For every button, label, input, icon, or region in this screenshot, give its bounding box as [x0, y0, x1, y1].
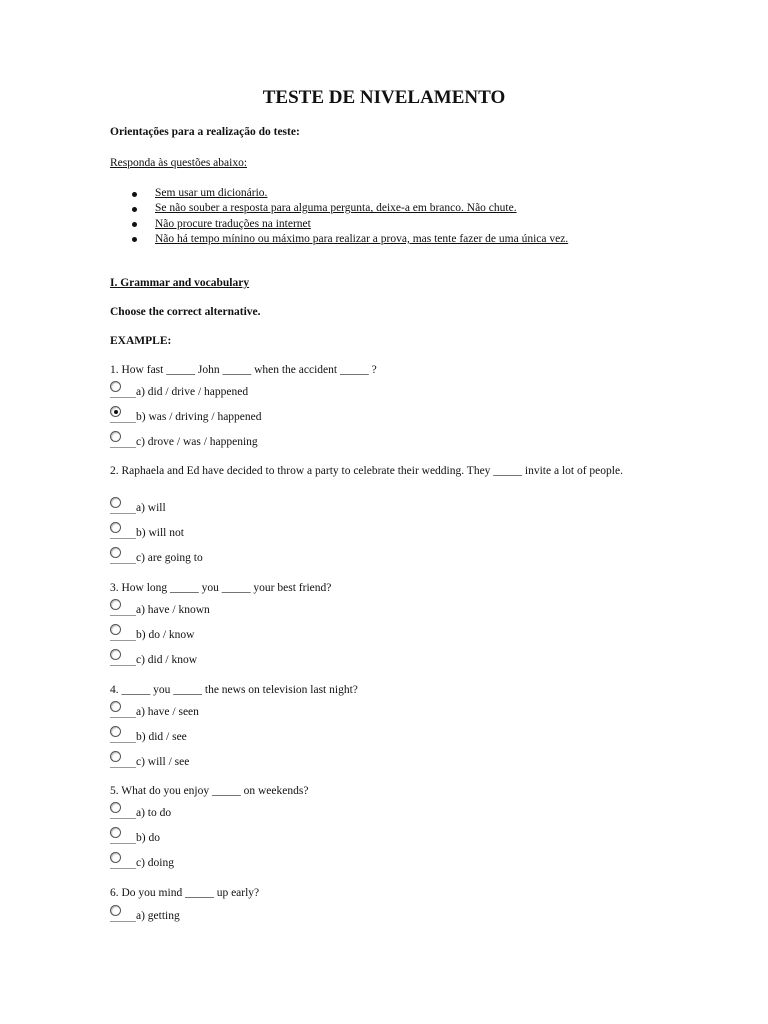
answer-option[interactable] [110, 381, 370, 401]
answer-option[interactable] [110, 802, 370, 822]
option-label: b) do [136, 832, 160, 844]
answer-option[interactable] [110, 852, 370, 872]
radio-button-icon[interactable] [110, 599, 121, 610]
radio-button-icon[interactable] [110, 431, 121, 442]
answer-option[interactable] [110, 497, 370, 517]
option-label: c) are going to [136, 552, 203, 564]
option-label: c) will / see [136, 756, 190, 768]
answer-option[interactable] [110, 406, 370, 426]
radio-button-icon[interactable] [110, 751, 121, 762]
radio-button-icon[interactable] [110, 827, 121, 838]
option-label: c) did / know [136, 654, 198, 666]
radio-button-checked-icon[interactable] [110, 406, 121, 417]
answer-option[interactable] [110, 624, 370, 644]
answer-blank-line [110, 868, 136, 869]
answer-option[interactable] [110, 599, 370, 619]
answer-blank-line [110, 397, 136, 398]
answer-option[interactable] [110, 431, 370, 451]
radio-button-icon[interactable] [110, 381, 121, 392]
page-title: TESTE DE NIVELAMENTO [262, 87, 506, 108]
answer-blank-line [110, 818, 136, 819]
radio-button-icon[interactable] [110, 905, 121, 916]
answer-blank-line [110, 563, 136, 564]
radio-button-icon[interactable] [110, 726, 121, 737]
option-label: a) have / seen [136, 706, 199, 718]
question-text: 5. What do you enjoy _____ on weekends? [110, 785, 309, 797]
answer-blank-line [110, 767, 136, 768]
answer-blank-line [110, 717, 136, 718]
radio-button-icon[interactable] [110, 497, 121, 508]
option-label: b) do / know [136, 629, 195, 641]
answer-blank-line [110, 921, 136, 922]
rule-item: Não há tempo mínino ou máximo para realizar a prova, mas tente fazer de uma única vez. [110, 232, 568, 247]
answer-blank-line [110, 665, 136, 666]
answer-option[interactable] [110, 701, 370, 721]
option-label: a) to do [136, 807, 172, 819]
answer-blank-line [110, 447, 136, 448]
option-label: b) was / driving / happened [136, 411, 262, 423]
rule-item: Se não souber a resposta para alguma pergunta, deixe-a em branco. Não chute. [110, 201, 568, 216]
answer-blank-line [110, 538, 136, 539]
option-label: a) did / drive / happened [136, 386, 249, 398]
radio-button-icon[interactable] [110, 802, 121, 813]
question-text: 6. Do you mind _____ up early? [110, 887, 260, 899]
answer-option[interactable] [110, 905, 370, 925]
answer-blank-line [110, 742, 136, 743]
question-text: 3. How long _____ you _____ your best friend? [110, 582, 332, 594]
answer-blank-line [110, 615, 136, 616]
answer-option[interactable] [110, 649, 370, 669]
option-label: b) did / see [136, 731, 187, 743]
question-text: 2. Raphaela and Ed have decided to throw a party to celebrate their wedding. They _____ invite a lot of people. [110, 465, 623, 477]
example-label: EXAMPLE: [110, 335, 172, 347]
orientations-heading: Orientações para a realização do teste: [110, 126, 300, 138]
question-text: 4. _____ you _____ the news on television last night? [110, 684, 358, 696]
answer-blank-line [110, 640, 136, 641]
radio-button-icon[interactable] [110, 547, 121, 558]
rule-item: Sem usar um dicionário. [110, 186, 568, 201]
radio-button-icon[interactable] [110, 701, 121, 712]
option-label: a) getting [136, 910, 180, 922]
section-instruction: Choose the correct alternative. [110, 306, 261, 318]
option-label: c) doing [136, 857, 175, 869]
answer-option[interactable] [110, 827, 370, 847]
radio-button-icon[interactable] [110, 522, 121, 533]
instructions-label: Responda às questões abaixo: [110, 157, 248, 169]
answer-blank-line [110, 843, 136, 844]
answer-blank-line [110, 513, 136, 514]
rules-list [110, 186, 568, 247]
option-label: a) have / known [136, 604, 210, 616]
answer-option[interactable] [110, 547, 370, 567]
radio-button-icon[interactable] [110, 624, 121, 635]
section-title: I. Grammar and vocabulary [110, 277, 250, 289]
option-label: c) drove / was / happening [136, 436, 258, 448]
radio-button-icon[interactable] [110, 852, 121, 863]
option-label: a) will [136, 502, 166, 514]
question-text: 1. How fast _____ John _____ when the accident _____ ? [110, 364, 377, 376]
answer-option[interactable] [110, 726, 370, 746]
answer-option[interactable] [110, 751, 370, 771]
answer-option[interactable] [110, 522, 370, 542]
radio-button-icon[interactable] [110, 649, 121, 660]
answer-blank-line [110, 422, 136, 423]
option-label: b) will not [136, 527, 184, 539]
rule-item: Não procure traduções na internet [110, 217, 568, 232]
